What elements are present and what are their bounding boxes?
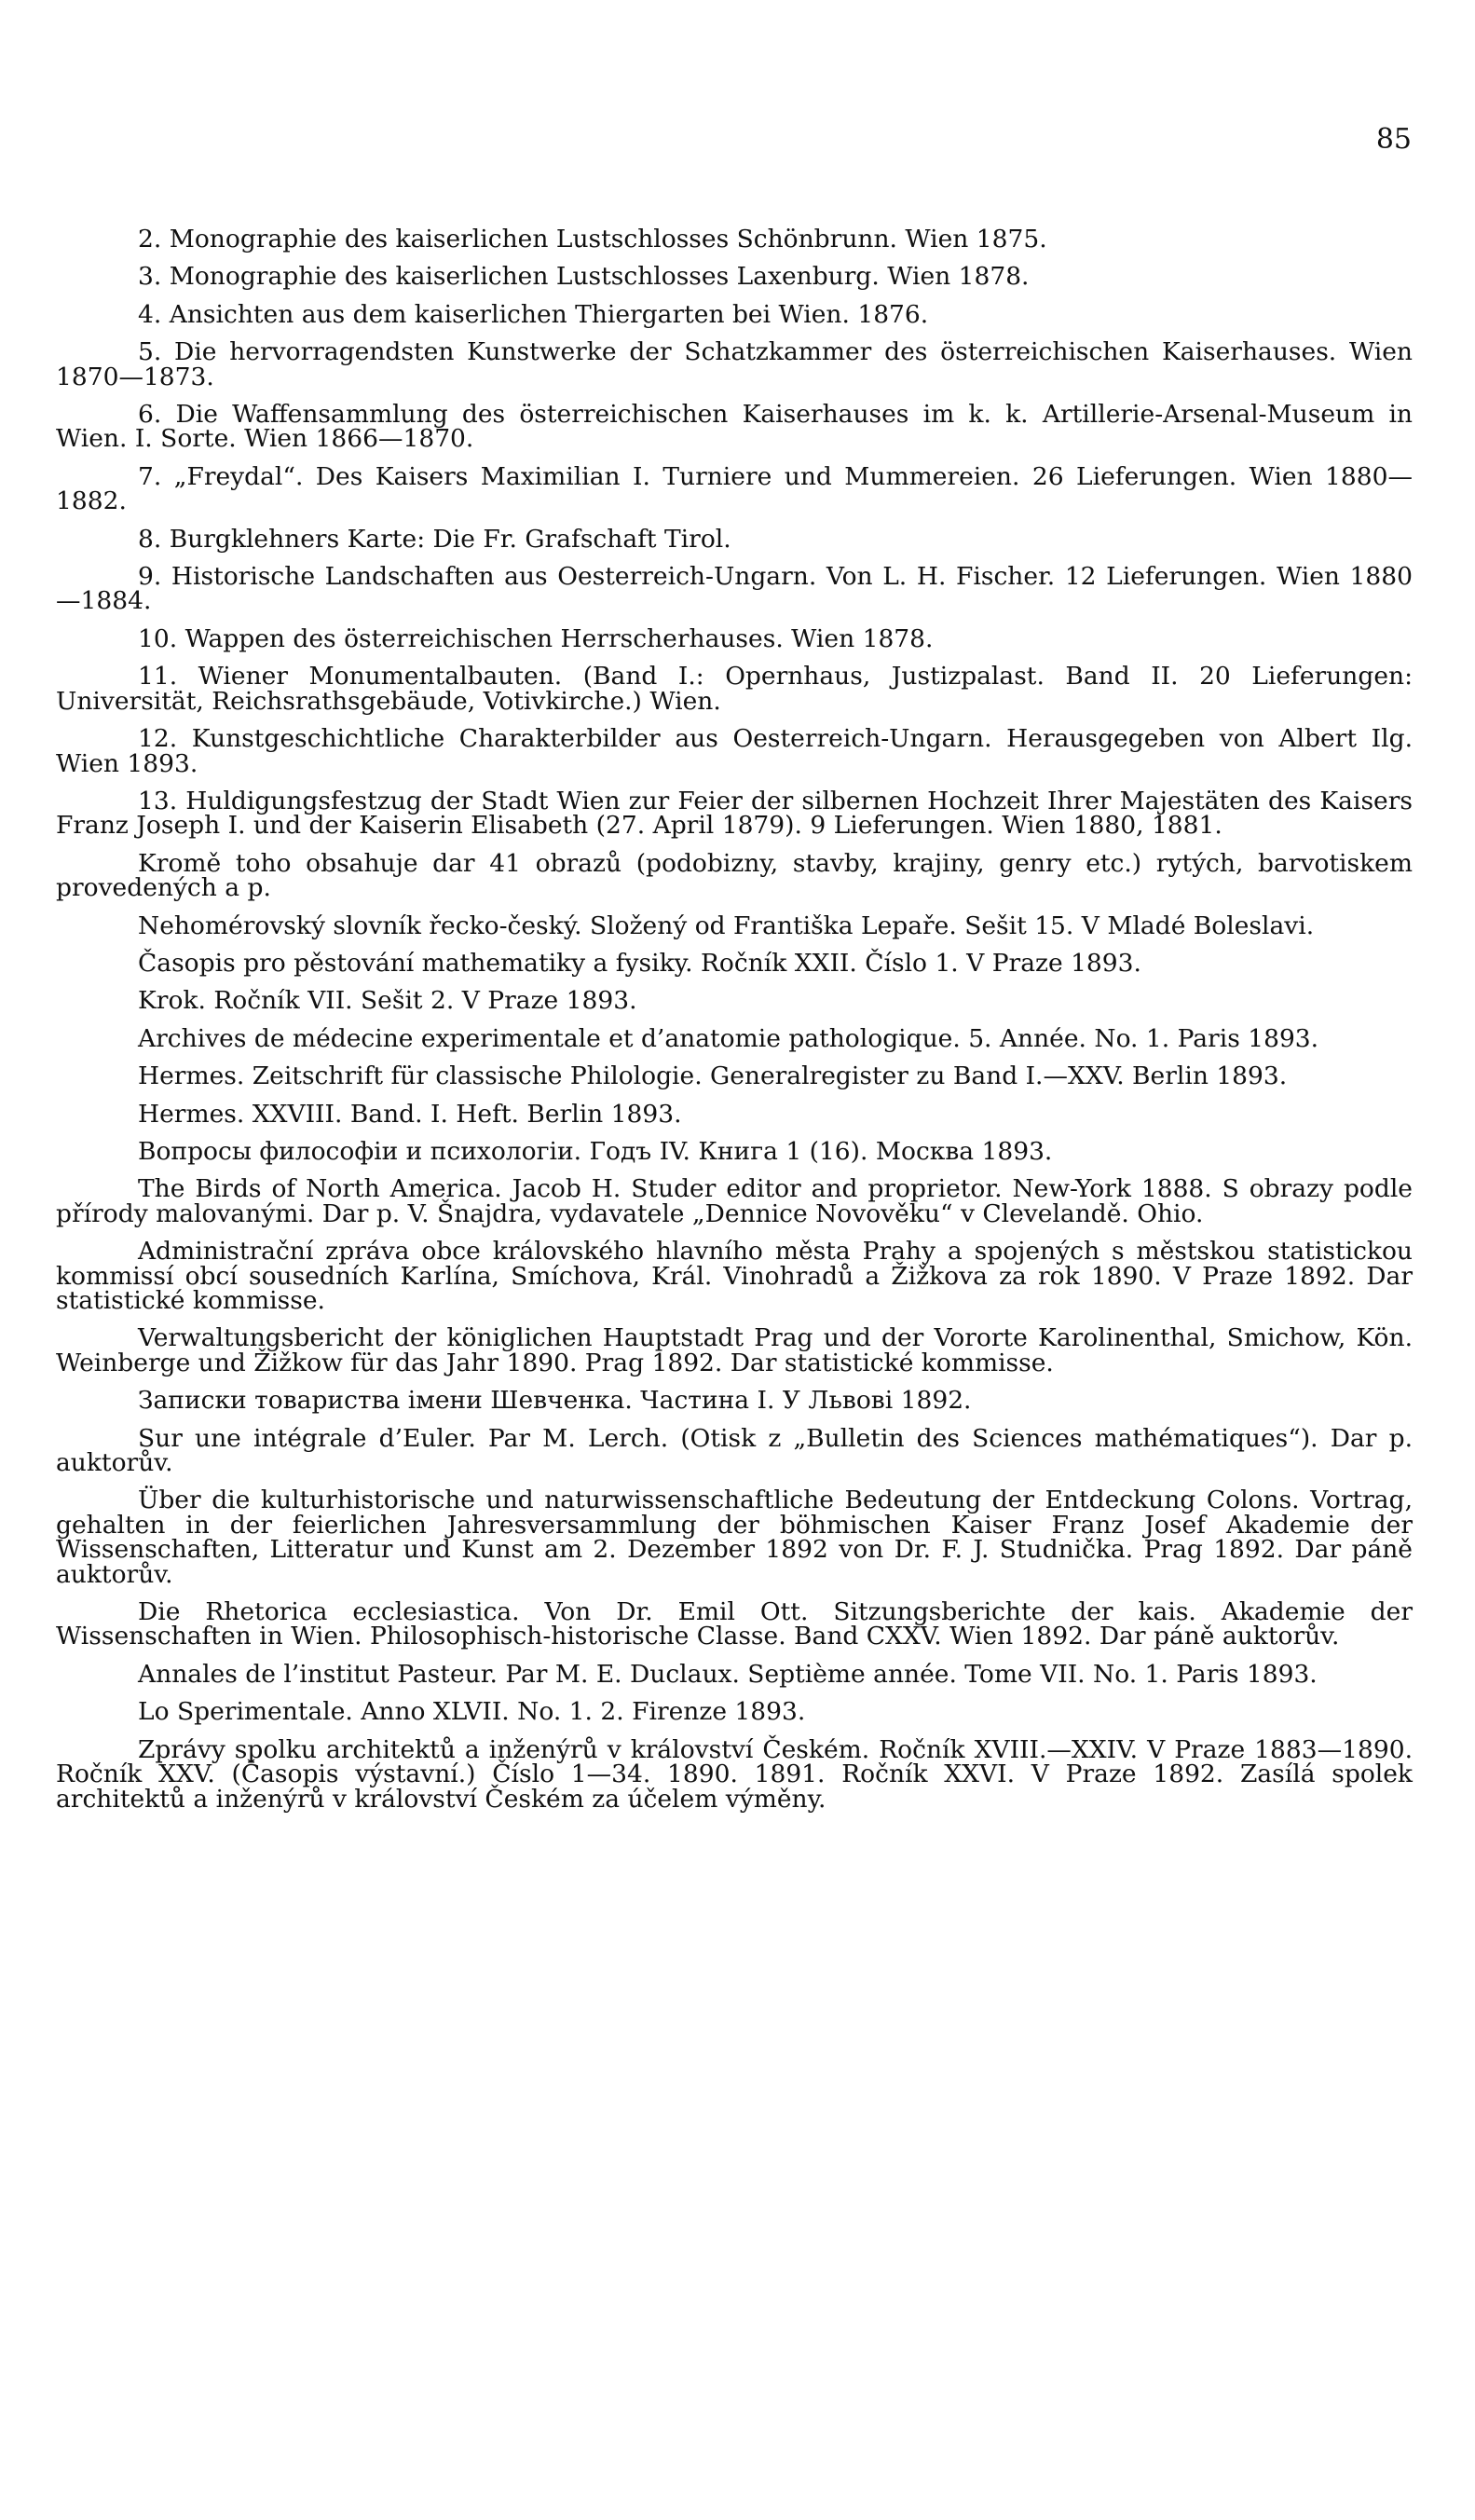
list-item: 10. Wappen des österreichischen Herrscherhauses. Wien 1878. [138, 623, 934, 653]
list-item: Die Rhetorica ecclesiastica. Von Dr. Emil Ott. Sitzungsberichte der kais. Akademie der Wissenschaften in Wien. Philosophisch-historische Classe. Band CXXV. Wien 1892. Dar páně auktorův. [56, 1597, 1413, 1651]
list-item: The Birds of North America. Jacob H. Studer editor and proprietor. New-York 1888. S obrazy podle přírody malovanými. Dar p. V. Šnajdra, vydavatele „Dennice Novověku“ v Clevelandě. Ohio. [56, 1174, 1413, 1228]
list-item: Krok. Ročník VII. Sešit 2. V Praze 1893. [138, 986, 637, 1016]
list-item: Записки товариства імени Шевченка. Частина I. У Львові 1892. [138, 1386, 972, 1416]
list-item: Über die kulturhistorische und naturwissenschaftliche Bedeutung der Entdeckung Colons. Vortrag, gehalten in der feierlichen Jahresversammlung der böhmischen Kaiser Franz Josef Akademie der Wissenschaften, Litteratur und Kunst am 2. Dezember 1892 von Dr. F. J. Studnička. Prag 1892. Dar páně auktorův. [56, 1486, 1413, 1589]
list-item: 8. Burgklehners Karte: Die Fr. Grafschaft Tirol. [138, 524, 731, 554]
list-item: Verwaltungsbericht der königlichen Hauptstadt Prag und der Vororte Karolinenthal, Smichow, Kön. Weinberge und Žižkow für das Jahr 1890. Prag 1892. Dar statistické kommisse. [56, 1323, 1413, 1377]
list-item: Lo Sperimentale. Anno XLVII. No. 1. 2. Firenze 1893. [138, 1697, 806, 1727]
list-item: 12. Kunstgeschichtliche Charakterbilder aus Oesterreich-Ungarn. Herausgegeben von Albert Ilg. Wien 1893. [56, 724, 1413, 778]
list-item: Administrační zpráva obce královského hlavního města Prahy a spojených s městskou statistickou kommissí obcí sousedních Karlína, Smíchova, Král. Vinohradů a Žižkova za rok 1890. V Praze 1892. Dar statistické kommisse. [56, 1237, 1413, 1315]
list-item: Zprávy spolku architektů a inženýrů v království Českém. Ročník XVIII.—XXIV. V Praze 1883—1890. Ročník XXV. (Časopis výstavní.) Číslo 1—34. 1890. 1891. Ročník XXVI. V Praze 1892. Zasílá spolek architektů a inženýrů v království Českém za účelem výměny. [56, 1734, 1413, 1814]
list-item: Časopis pro pěstování mathematiky a fysiky. Ročník XXII. Číslo 1. V Praze 1893. [138, 948, 1141, 978]
list-item: Sur une intégrale d’Euler. Par M. Lerch. (Otisk z „Bulletin des Sciences mathématiques“). Dar p. auktorův. [56, 1423, 1413, 1478]
list-item: 2. Monographie des kaiserlichen Lustschlosses Schönbrunn. Wien 1875. [138, 225, 1047, 253]
list-item: Nehomérovský slovník řecko-český. Složený od Františka Lepaře. Sešit 15. V Mladé Boleslavi. [138, 911, 1315, 940]
list-item: 6. Die Waffensammlung des österreichischen Kaiserhauses im k. k. Artillerie-Arsenal-Museum in Wien. I. Sorte. Wien 1866—1870. [56, 400, 1413, 454]
list-item: Annales de l’institut Pasteur. Par M. E. Duclaux. Septième année. Tome VII. No. 1. Paris 1893. [138, 1659, 1318, 1689]
list-item: 4. Ansichten aus dem kaiserlichen Thiergarten bei Wien. 1876. [138, 299, 929, 329]
list-item: 13. Huldigungsfestzug der Stadt Wien zur Feier der silbernen Hochzeit Ihrer Majestäten des Kaisers Franz Joseph I. und der Kaiserin Elisabeth (27. April 1879). 9 Lieferungen. Wien 1880, 1881. [56, 786, 1413, 841]
list-item: 5. Die hervorragendsten Kunstwerke der Schatzkammer des österreichischen Kaiserhauses. Wien 1870—1873. [56, 337, 1413, 391]
list-item: Hermes. XXVIII. Band. I. Heft. Berlin 1893. [138, 1099, 682, 1129]
entry-list [56, 227, 1413, 1825]
list-item: Вопросы философіи и психологіи. Годъ IV. Книга 1 (16). Москва 1893. [138, 1136, 1053, 1166]
list-item: 9. Historische Landschaften aus Oesterreich-Ungarn. Von L. H. Fischer. 12 Lieferungen. Wien 1880—1884. [56, 562, 1413, 616]
list-item: 7. „Freydal“. Des Kaisers Maximilian I. Turniere und Mummereien. 26 Lieferungen. Wien 1880—1882. [56, 461, 1413, 516]
list-item: Hermes. Zeitschrift für classische Philologie. Generalregister zu Band I.—XXV. Berlin 1893. [138, 1061, 1288, 1091]
page-number: 85 [1375, 123, 1412, 156]
list-item: 11. Wiener Monumentalbauten. (Band I.: Opernhaus, Justizpalast. Band II. 20 Lieferungen: Universität, Reichsrathsgebäude, Votivkirche.) Wien. [56, 662, 1413, 716]
list-item: Kromě toho obsahuje dar 41 obrazů (podobizny, stavby, krajiny, genry etc.) rytých, barvotiskem provedených a p. [56, 848, 1413, 903]
list-item: 3. Monographie des kaiserlichen Lustschlosses Laxenburg. Wien 1878. [138, 262, 1030, 292]
list-item: Archives de médecine experimentale et d’anatomie pathologique. 5. Année. No. 1. Paris 1893. [138, 1023, 1319, 1053]
